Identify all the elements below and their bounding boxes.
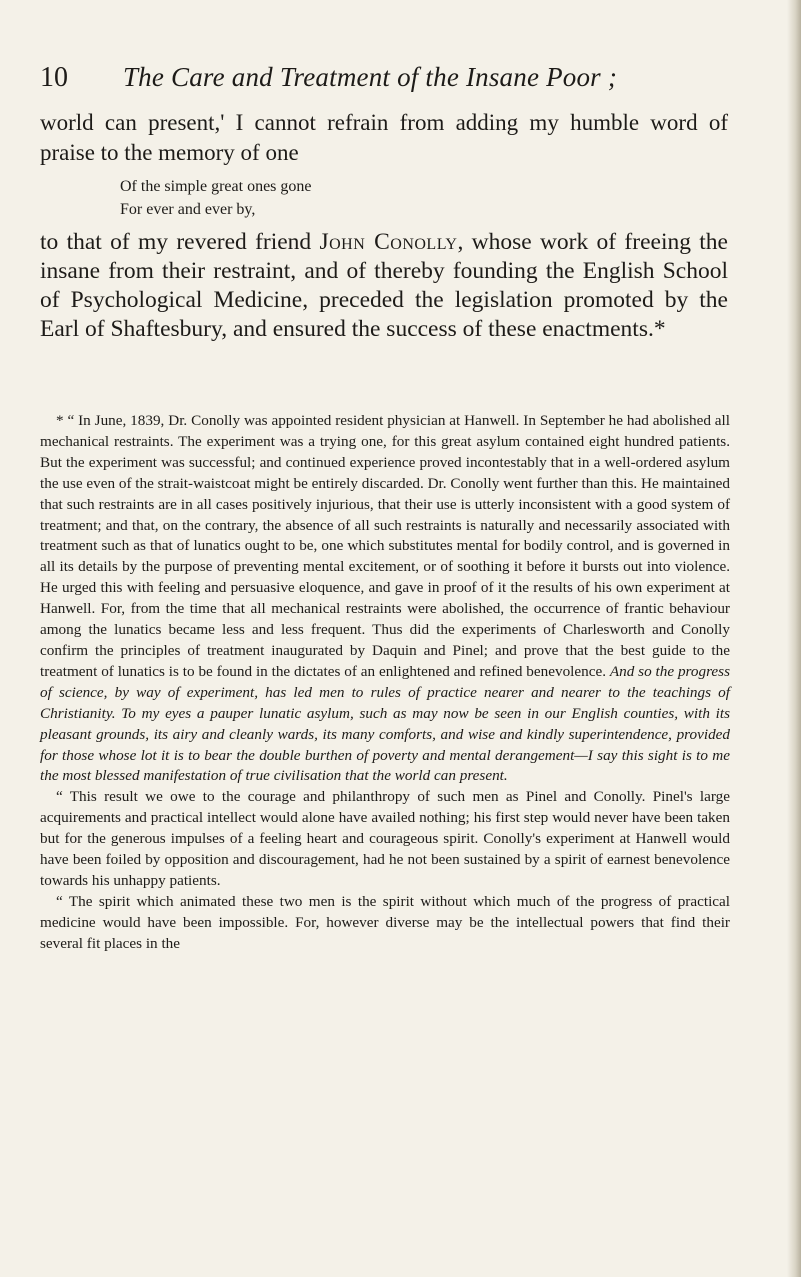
footnote-paragraph-1 — [40, 411, 730, 787]
footnote — [40, 411, 730, 955]
footnote-paragraph-2: “ This result we owe to the courage and philanthropy of such men as Pinel and Conolly. Pinel's large acquirements and practical intellect would alone have availed nothing; his first step would never have been taken but for the generous impulses of a feeling heart and courageous spirit. Conolly's experiment at Hanwell would have been foiled by opposition and discouragement, had he not been sustained by a spirit of earnest benevolence towards his unhappy patients. — [40, 788, 730, 889]
footnote-para1-italic: And so the progress of science, by way of experiment, has led men to rules of practice nearer and nearer to the teachings of Christianity. To my eyes a pauper lunatic asylum, such as may now be seen in our English counties, with its pleasant grounds, its airy and cleanly wards, its many comforts, and wise and kindly superintendence, provided for those whose lot it is to bear the double burthen of poverty and mental derangement—I say this sight is to me the most blessed manifestation of true civilisation that the world can present. — [40, 662, 730, 785]
continuation-before-name: to that of my revered friend — [40, 229, 320, 255]
verse-quotation — [120, 175, 660, 221]
running-head: The Care and Treatment of the Insane Poor ; — [122, 62, 618, 92]
body-paragraph-continuation — [40, 228, 728, 344]
footnote-para1-roman: * “ In June, 1839, Dr. Conolly was appointed resident physician at Hanwell. In September he had abolished all mechanical restraints. The experiment was a trying one, for this great asylum contained eight hundred patients. But the experiment was successful; and continued experience proved incontestably that in a well-ordered asylum the use even of the strait-waistcoat might be entirely discarded. Dr. Conolly went further than this. He maintained that such restraints are in all cases positively injurious, that their use is utterly inconsistent with a good system of treatment; and that, on the contrary, the absence of all such restraints is naturally and necessarily associated with treatment such as that of lunatics ought to be, one which substitutes mental for bodily control, and is governed in all its details by the purpose of preventing mental excitement, or of soothing it before it bursts out into violence. He urged this with feeling and persuasive eloquence, and gave in proof of it the results of his own experiment at Hanwell. For, from the time that all mechanical restraints were abolished, the occurrence of frantic behaviour among the lunatics became less and less frequent. Thus did the experiments of Charlesworth and Conolly confirm the principles of treatment inaugurated by Daquin and Pinel; and prove that the best guide to the treatment of lunatics is to be found in the dictates of an enlightened and refined benevolence. — [40, 412, 730, 680]
page-edge-shadow — [787, 0, 801, 1277]
footnote-paragraph-3: “ The spirit which animated these two men is the spirit without which much of the progress of practical medicine would have been impossible. For, however diverse may be the intellectual powers that find their several fit places in the — [40, 892, 730, 952]
continuation-after-name: , whose work of freeing the insane from their restraint, and of thereby founding the English School of Psychological Medicine, preceded the legislation promoted by the Earl of Shaftesbury, and ensured the success of these enactments.* — [40, 229, 728, 342]
page-number: 10 — [40, 62, 68, 93]
verse-line-2: For ever and ever by, — [120, 201, 256, 218]
person-name: John Conolly — [319, 229, 458, 255]
body-paragraph-opening: world can present,' I cannot refrain from adding my humble word of praise to the memory of one — [40, 110, 728, 165]
verse-line-1: Of the simple great ones gone — [120, 178, 312, 195]
page-header — [40, 62, 700, 102]
